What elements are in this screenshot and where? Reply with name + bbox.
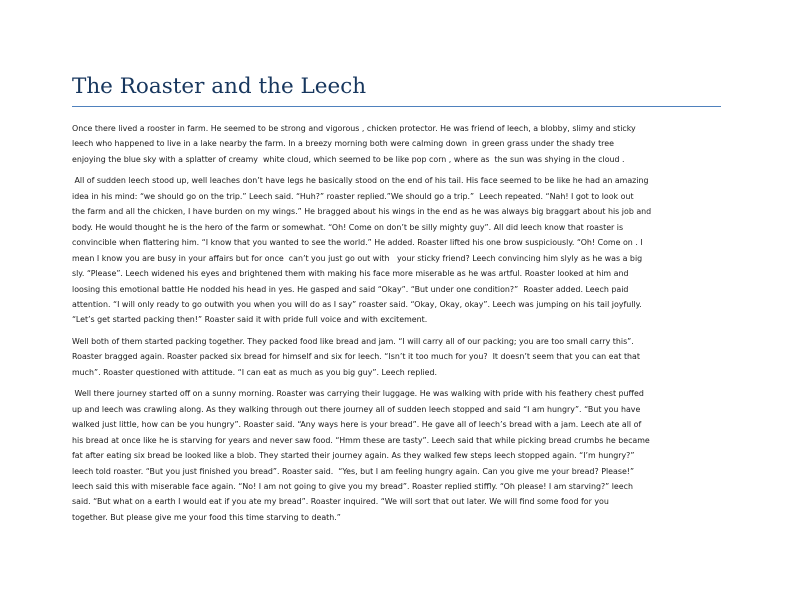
title-underline — [72, 106, 721, 107]
text-line: “Let’s get started packing then!” Roaster said it with pride full voice and with excitement. — [72, 315, 428, 325]
text-line: walked just little, how can be you hungry”. Roaster said. “Any ways here is your bread”. He gave all of leech’s bread with a jam. Leech ate all of — [72, 420, 642, 430]
text-line: the farm and all the chicken, I have burden on my wings.” He bragged about his wings in the end as he was always big braggart about his job and — [72, 207, 652, 217]
paragraph — [72, 173, 724, 328]
text-line: leech who happened to live in a lake nearby the farm. In a breezy morning both were calming down in green grass under the shady tree — [72, 139, 614, 149]
text-line: idea in his mind: “we should go on the trip.” Leech said. “Huh?” roaster replied.”We should go a trip.” Leech repeated. “Nah! I got to look out — [72, 191, 634, 201]
text-line: sly. “Please”. Leech widened his eyes and brightened them with making his face more miserable as he was artful. Roaster looked at him and — [72, 269, 629, 279]
text-line: enjoying the blue sky with a splatter of creamy white cloud, which seemed to be like pop corn , where as the sun was shying in the cloud . — [72, 154, 625, 164]
text-line: body. He would thought he is the hero of the farm or somewhat. “Oh! Come on don’t be silly mighty guy”. All did leech know that roaster is — [72, 222, 624, 232]
text-line: leech said this with miserable face again. “No! I am not going to give you my bread”. Roaster replied stiffly. “Oh please! I am starving?” leech — [72, 481, 633, 491]
text-line: Well there journey started off on a sunny morning. Roaster was carrying their luggage. He was walking with pride with his feathery chest puffed — [72, 389, 644, 399]
text-line: Roaster bragged again. Roaster packed six bread for himself and six for leech. “Isn’t it too much for you? It doesn’t seem that you can eat that — [72, 352, 640, 362]
story-body — [72, 121, 724, 531]
text-line: Well both of them started packing together. They packed food like bread and jam. “I will carry all of our packing; you are too small carry this”. — [72, 336, 634, 346]
text-line: much”. Roaster questioned with attitude. “I can eat as much as you big guy”. Leech replied. — [72, 367, 437, 377]
text-line: loosing this emotional battle He nodded his head in yes. He gasped and said “Okay”. “But under one condition?” Roaster added. Leech paid — [72, 284, 629, 294]
text-line: convincible when flattering him. “I know that you wanted to see the world.” He added. Roaster lifted his one brow suspiciously. “Oh! Come on . I — [72, 238, 643, 248]
text-line: fat after eating six bread be looked like a blob. They started their journey again. As they walked few steps leech stopped again. “I’m hungry?” — [72, 451, 635, 461]
text-line: leech told roaster. “But you just finished you bread”. Roaster said. “Yes, but I am feeling hungry again. Can you give me your bread? Please!” — [72, 466, 635, 476]
text-line: All of sudden leech stood up, well leaches don’t have legs he basically stood on the end of his tail. His face seemed to be like he had an amazing — [72, 176, 649, 186]
text-line: mean I know you are busy in your affairs but for once can’t you just go out with your sticky friend? Leech convincing him slyly as he was a big — [72, 253, 643, 263]
page-title: The Roaster and the Leech — [72, 74, 367, 99]
paragraph — [72, 334, 724, 380]
text-line: together. But please give me your food this time starving to death.” — [72, 512, 341, 522]
text-line: said. “But what on a earth I would eat if you ate my bread”. Roaster inquired. “We will sort that out later. We will find some food for you — [72, 497, 609, 507]
text-line: Once there lived a rooster in farm. He seemed to be strong and vigorous , chicken protector. He was friend of leech, a blobby, slimy and sticky — [72, 124, 636, 133]
text-line: his bread at once like he is starving for years and never saw food. “Hmm these are tasty”. Leech said that while picking bread crumbs he became — [72, 435, 650, 445]
text-line: attention. “I will only ready to go outwith you when you will do as I say” roaster said. “Okay, Okay, okay”. Leech was jumping on his tail joyfully. — [72, 299, 642, 309]
paragraph — [72, 121, 724, 167]
paragraph — [72, 386, 724, 525]
text-line: up and leech was crawling along. As they walking through out there journey all of sudden leech stopped and said “I am hungry”. “But you have — [72, 404, 641, 414]
